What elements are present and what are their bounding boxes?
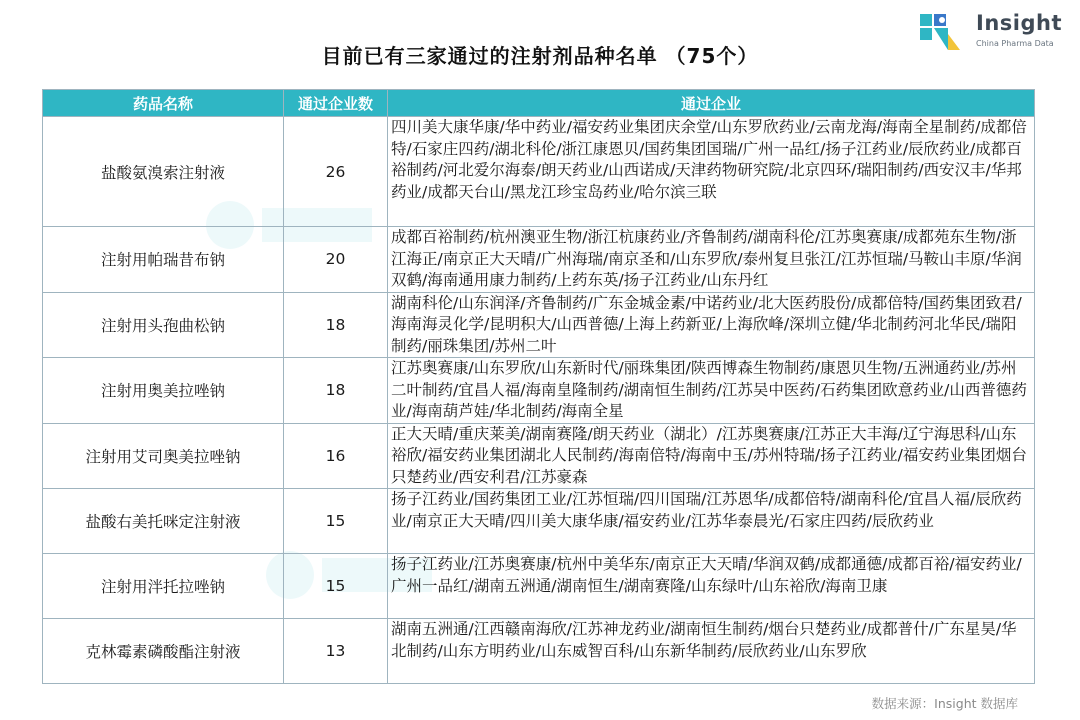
drug-name: 注射用奥美拉唑钠 bbox=[43, 358, 284, 424]
drug-name: 盐酸右美托咪定注射液 bbox=[43, 489, 284, 554]
drug-name: 注射用泮托拉唑钠 bbox=[43, 554, 284, 619]
table-row bbox=[43, 619, 1035, 684]
firm-list: 扬子江药业/江苏奥赛康/杭州中美华东/南京正大天晴/华润双鹤/成都通德/成都百裕/福安药业/广州一品红/湖南五洲通/湖南恒生/湖南赛隆/山东绿叶/山东裕欣/海南卫康 bbox=[388, 554, 1035, 619]
firm-count: 18 bbox=[284, 358, 388, 424]
firm-count: 16 bbox=[284, 423, 388, 489]
drug-name: 注射用帕瑞昔布钠 bbox=[43, 227, 284, 293]
table-row bbox=[43, 358, 1035, 424]
firm-count: 15 bbox=[284, 554, 388, 619]
header-firm-count: 通过企业数 bbox=[284, 90, 388, 117]
injection-list-table bbox=[42, 89, 1035, 684]
firm-count: 26 bbox=[284, 117, 388, 227]
drug-name: 克林霉素磷酸酯注射液 bbox=[43, 619, 284, 684]
drug-name: 盐酸氨溴索注射液 bbox=[43, 117, 284, 227]
firm-count: 20 bbox=[284, 227, 388, 293]
drug-name: 注射用头孢曲松钠 bbox=[43, 292, 284, 358]
table-row bbox=[43, 292, 1035, 358]
data-source-note: 数据来源：Insight 数据库 bbox=[871, 696, 1018, 711]
firm-count: 15 bbox=[284, 489, 388, 554]
table-row bbox=[43, 489, 1035, 554]
table-row bbox=[43, 227, 1035, 293]
header-drug-name: 药品名称 bbox=[43, 90, 284, 117]
firm-list: 成都百裕制药/杭州澳亚生物/浙江杭康药业/齐鲁制药/湖南科伦/江苏奥赛康/成都苑东生物/浙江海正/南京正大天晴/广州海瑞/南京圣和/山东罗欣/泰州复旦张江/江苏恒瑞/马鞍山丰原/华润双鹤/海南通用康力制药/上药东英/扬子江药业/山东丹红 bbox=[388, 227, 1035, 293]
firm-count: 18 bbox=[284, 292, 388, 358]
drug-name: 注射用艾司奥美拉唑钠 bbox=[43, 423, 284, 489]
firm-list: 扬子江药业/国药集团工业/江苏恒瑞/四川国瑞/江苏恩华/成都倍特/湖南科伦/宜昌人福/辰欣药业/南京正大天晴/四川美大康华康/福安药业/江苏华泰晨光/石家庄四药/辰欣药业 bbox=[388, 489, 1035, 554]
page-title: 目前已有三家通过的注射剂品种名单 （75个） bbox=[321, 44, 759, 68]
firm-count: 13 bbox=[284, 619, 388, 684]
table-row bbox=[43, 117, 1035, 227]
header-firms: 通过企业 bbox=[388, 90, 1035, 117]
firm-list: 江苏奥赛康/山东罗欣/山东新时代/丽珠集团/陕西博森生物制药/康恩贝生物/五洲通药业/苏州二叶制药/宜昌人福/海南皇隆制药/湖南恒生制药/江苏吴中医药/石药集团欧意药业/山西普德药业/海南葫芦娃/华北制药/海南全星 bbox=[388, 358, 1035, 424]
table-row bbox=[43, 554, 1035, 619]
table-row bbox=[43, 423, 1035, 489]
table-header-row bbox=[43, 90, 1035, 117]
firm-list: 湖南五洲通/江西赣南海欣/江苏神龙药业/湖南恒生制药/烟台只楚药业/成都普什/广东星昊/华北制药/山东方明药业/山东威智百科/山东新华制药/辰欣药业/山东罗欣 bbox=[388, 619, 1035, 684]
brand-name: Insight bbox=[976, 11, 1062, 35]
firm-list: 湖南科伦/山东润泽/齐鲁制药/广东金城金素/中诺药业/北大医药股份/成都倍特/国药集团致君/海南海灵化学/昆明积大/山西普德/上海上药新亚/上海欣峰/深圳立健/华北制药河北华民/瑞阳制药/丽珠集团/苏州二叶 bbox=[388, 292, 1035, 358]
firm-list: 正大天晴/重庆莱美/湖南赛隆/朗天药业（湖北）/江苏奥赛康/江苏正大丰海/辽宁海思科/山东裕欣/福安药业集团湖北人民制药/海南倍特/海南中玉/苏州特瑞/扬子江药业/福安药业集团烟台只楚药业/西安利君/江苏豪森 bbox=[388, 423, 1035, 489]
firm-list: 四川美大康华康/华中药业/福安药业集团庆余堂/山东罗欣药业/云南龙海/海南全星制药/成都倍特/石家庄四药/湖北科伦/浙江康恩贝/国药集团国瑞/广州一品红/扬子江药业/辰欣药业/成都百裕制药/河北爱尔海泰/朗天药业/山西诺成/天津药物研究院/北京四环/瑞阳制药/西安汉丰/华邦药业/成都天台山/黑龙江珍宝岛药业/哈尔滨三联 bbox=[388, 117, 1035, 227]
brand-tagline: China Pharma Data bbox=[976, 39, 1054, 48]
